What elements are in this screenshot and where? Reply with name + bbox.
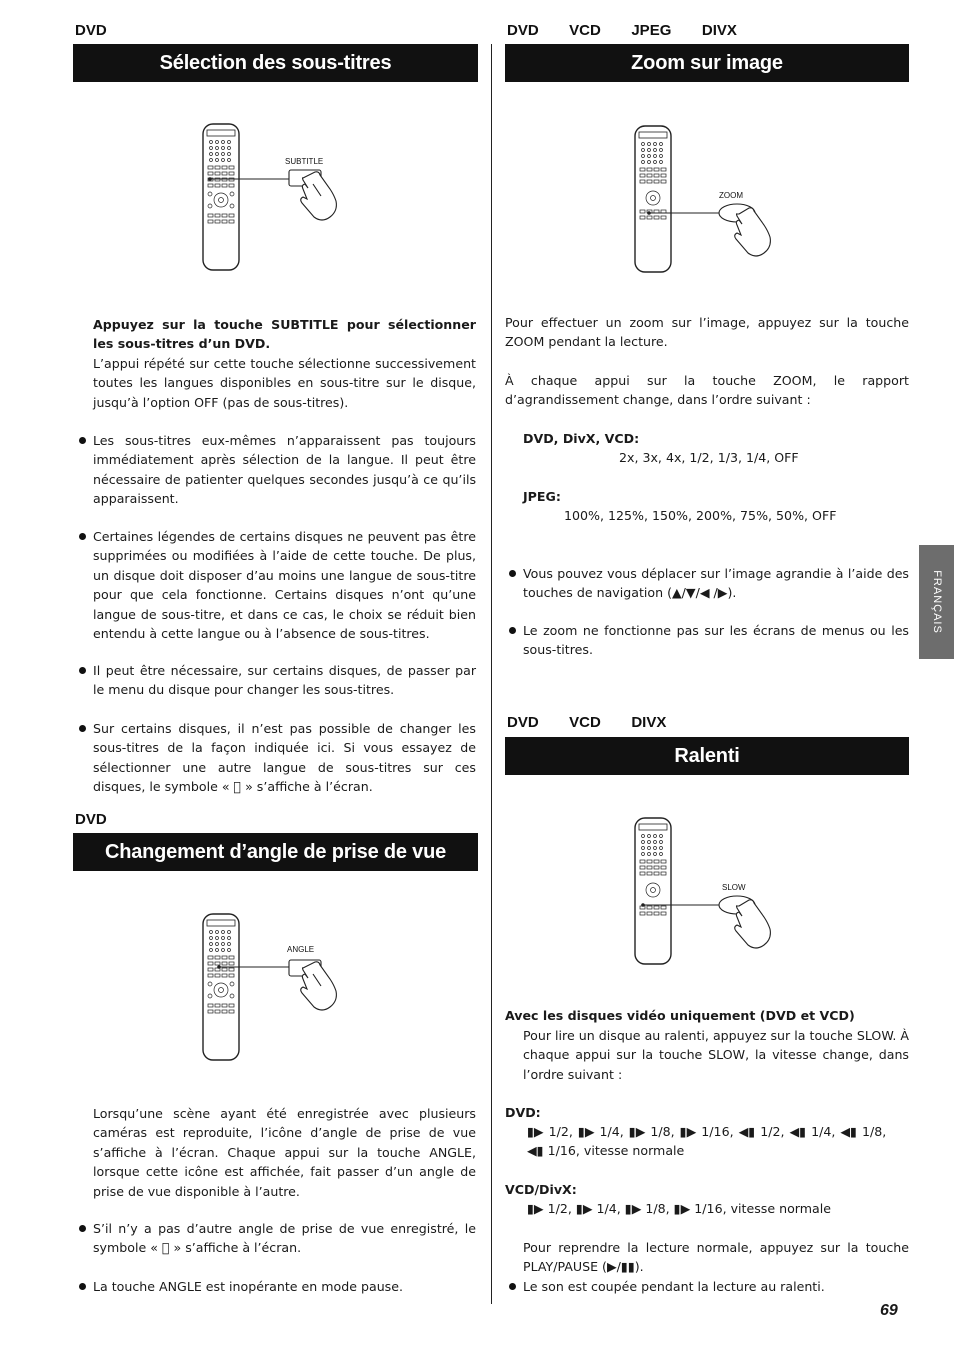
remote-control-icon [203,124,239,270]
remote-control-icon [635,126,671,272]
slow-heading: Avec les disques vidéo uniquement (DVD et VCD) [505,1008,855,1023]
subtitles-note-4: Sur certains disques, il n’est pas possible de changer les sous-titres de la façon indiquée ici. Si vous essayez de sélectionner une autre langue de sous-titres sur ces disques, le symbole « ⃠ » s’affiche à l’écran. [93,721,476,795]
section-title-zoom: Zoom sur image [505,44,909,82]
slow-vcd-label: VCD/DivX: [505,1182,577,1197]
zoom-paragraph-2: À chaque appui sur la touche ZOOM, le rapport d’agrandissement change, dans l’ordre suivant : [505,373,909,408]
zoom-jpeg-label: JPEG: [523,489,561,504]
zoom-paragraph-1: Pour effectuer un zoom sur l’image, appuyez sur la touche ZOOM pendant la lecture. [505,315,909,350]
section-title-angle: Changement d’angle de prise de vue [73,833,478,871]
slow-dvd-line-2: ◀▮ 1/16, vitesse normale [527,1143,685,1158]
bullet-dot [509,570,516,577]
bullet-dot [79,437,86,444]
section-title-slow: Ralenti [505,737,909,775]
remote-control-icon [635,818,671,964]
section-tag-angle: DVD [75,811,107,828]
bullet-dot [79,533,86,540]
page-number: 69 [880,1302,898,1319]
bullet-dot [79,1283,86,1290]
bullet-dot [79,1225,86,1232]
subtitles-note-3: Il peut être nécessaire, sur certains disques, de passer par le menu du disque pour changer les sous-titres. [93,663,476,698]
remote-control-icon [203,914,239,1060]
section-tag-slow: DVD VCD DIVX [507,714,667,731]
remote-slow-illustration [627,814,797,969]
pressing-hand-icon [719,204,770,256]
angle-note-1: S’il n’y a pas d’autre angle de prise de vue enregistré, le symbole « ⃠ » s’affiche à l’écran. [93,1221,476,1256]
bullet-dot [509,627,516,634]
subtitles-instruction-detail: L’appui répété sur cette touche sélectionne successivement toutes les langues disponibles en sous-titre sur le disque, jusqu’à l’option OFF (pas de sous-titres). [93,355,476,410]
section-tag-subtitles: DVD [75,22,107,39]
language-side-tab-label: FRANÇAIS [930,570,943,634]
subtitles-instruction [93,315,476,412]
slow-dvd-line-1: ▮▶ 1/2, ▮▶ 1/4, ▮▶ 1/8, ▮▶ 1/16, ◀▮ 1/2, ◀▮ 1/4, ◀▮ 1/8, [527,1124,887,1139]
pressing-hand-icon [289,170,336,220]
angle-instruction: Lorsqu’une scène ayant été enregistrée avec plusieurs caméras est reproduite, l’icône d’angle de prise de vue s’affiche à l’écran. Chaque appui sur la touche ANGLE, lorsque cette icône est affichée, fait passer d’un angle de prise de vue disponible à l’autre. [93,1106,476,1199]
bullet-dot [79,667,86,674]
column-divider [491,44,492,1304]
subtitles-note-1: Les sous-titres eux-mêmes n’apparaissent pas toujours immédiatement après sélection de la langue. Il peut être nécessaire de patienter quelques secondes jusqu’à ce qu’ils apparaissent. [93,433,476,507]
pressing-hand-icon [719,896,770,948]
remote-subtitle-illustration [195,120,365,275]
remote-angle-illustration [195,910,365,1065]
slow-paragraph-1: Pour lire un disque au ralenti, appuyez sur la touche SLOW. À chaque appui sur la touche SLOW, la vitesse change, dans l’ordre suivant : [523,1028,909,1082]
angle-note-2: La touche ANGLE est inopérante en mode pause. [93,1279,403,1294]
subtitles-note-2: Certaines légendes de certains disques ne peuvent pas être supprimées ou modifiées à l’aide de cette touche. De plus, un disque doit disposer d’au moins une langue de sous-titre pour que cela fonctionne. Certains disques n’ont qu’une langue de sous-titre, et dans ce cas, le choix se réduit bien entendu à cette langue ou à l’absence de sous-titres. [93,529,476,642]
zoom-dvd-values: 2x, 3x, 4x, 1/2, 1/3, 1/4, OFF [619,450,799,465]
section-tag-zoom: DVD VCD JPEG DIVX [507,22,737,39]
zoom-dvd-label: DVD, DivX, VCD: [523,431,640,446]
remote-zoom-illustration [627,122,797,277]
slow-paragraph-2: Pour reprendre la lecture normale, appuyez sur la touche PLAY/PAUSE (▶/▮▮). [523,1240,909,1275]
zoom-button-label: ZOOM [719,191,743,200]
zoom-note-1: Vous pouvez vous déplacer sur l’image agrandie à l’aide des touches de navigation (▲/▼/◀ /▶). [523,566,909,601]
slow-button-label: SLOW [722,883,746,892]
pressing-hand-icon [289,960,336,1010]
bullet-dot [79,725,86,732]
subtitles-instruction-bold: Appuyez sur la touche SUBTITLE pour sélectionner les sous-titres d’un DVD. [93,317,476,352]
zoom-jpeg-values: 100%, 125%, 150%, 200%, 75%, 50%, OFF [564,508,837,523]
angle-button-label: ANGLE [287,945,315,954]
zoom-note-2: Le zoom ne fonctionne pas sur les écrans de menus ou les sous-titres. [523,623,909,658]
slow-note: Le son est coupée pendant la lecture au ralenti. [523,1279,825,1294]
section-title-subtitles: Sélection des sous-titres [73,44,478,82]
subtitle-button-label: SUBTITLE [285,157,324,166]
bullet-dot [509,1283,516,1290]
slow-vcd-line: ▮▶ 1/2, ▮▶ 1/4, ▮▶ 1/8, ▮▶ 1/16, vitesse normale [527,1201,831,1216]
language-side-tab [919,545,954,659]
slow-dvd-label: DVD: [505,1105,541,1120]
